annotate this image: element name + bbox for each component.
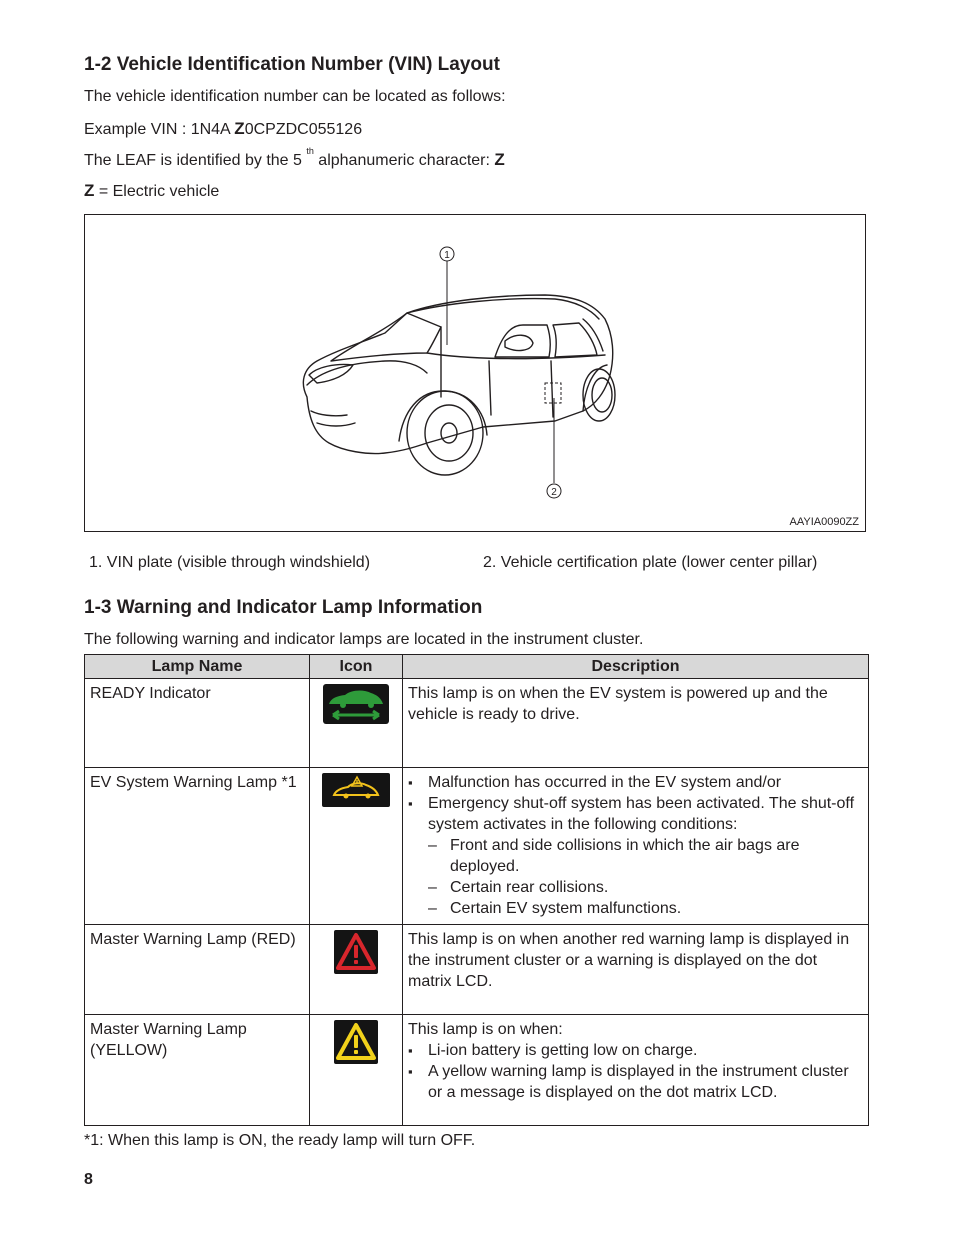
- list-item: – Front and side collisions in which the air bags are deployed.: [428, 835, 863, 877]
- vin-example-suffix: 0CPZDC055126: [244, 121, 363, 138]
- lamp-icon-cell: [310, 768, 403, 925]
- lamp-description: This lamp is on when the EV system is powered up and the vehicle is ready to drive.: [403, 679, 869, 768]
- vin-z-text: = Electric vehicle: [94, 183, 220, 200]
- lamps-intro: The following warning and indicator lamps are located in the instrument cluster.: [84, 631, 644, 648]
- lamp-icon-cell: [310, 679, 403, 768]
- vin-leaf-sup: th: [306, 146, 314, 156]
- vin-leaf-char: Z: [494, 150, 505, 169]
- vin-intro: The vehicle identification number can be located as follows:: [84, 88, 506, 105]
- list-item: ▪ Malfunction has occurred in the EV system and/or: [408, 772, 863, 793]
- list-item: ▪ Li-ion battery is getting low on charge.: [408, 1040, 863, 1061]
- table-header-row: [85, 655, 869, 679]
- lamp-description: This lamp is on when another red warning lamp is displayed in the instrument cluster or a warning is displayed on the dot matrix LCD.: [403, 925, 869, 1015]
- list-item: – Certain EV system malfunctions.: [428, 898, 863, 919]
- vin-location-figure: [84, 214, 866, 532]
- callout-2-label: 2: [551, 487, 557, 498]
- yellow-lamp-lead: This lamp is on when:: [408, 1021, 563, 1038]
- lamp-icon-cell: [310, 925, 403, 1015]
- ev-warning-bullets: [408, 772, 863, 919]
- ev-warning-conditions: [428, 835, 863, 919]
- vin-leaf-text-b: alphanumeric character:: [313, 152, 495, 169]
- list-item: – Certain rear collisions.: [428, 877, 863, 898]
- vin-z-char: Z: [84, 181, 95, 200]
- yellow-warning-triangle-icon: [334, 1020, 378, 1064]
- vin-example-prefix: Example VIN : 1N4A: [84, 121, 235, 138]
- list-item: [408, 793, 863, 919]
- column-header: Icon: [310, 655, 403, 679]
- lamp-name: READY Indicator: [85, 679, 310, 768]
- lamp-icon-cell: [310, 1015, 403, 1126]
- lamp-name: Master Warning Lamp (RED): [85, 925, 310, 1015]
- lamp-name: Master Warning Lamp (YELLOW): [85, 1015, 310, 1126]
- car-illustration: [85, 215, 865, 531]
- list-item-text: Emergency shut-off system has been activated. The shut-off system activates in the following conditions:: [428, 795, 855, 833]
- footnote: *1: When this lamp is ON, the ready lamp will turn OFF.: [84, 1132, 476, 1149]
- column-header: Description: [403, 655, 869, 679]
- lamp-description: [403, 768, 869, 925]
- page-number: 8: [84, 1171, 93, 1188]
- vin-leaf-text-a: The LEAF is identified by the 5: [84, 152, 307, 169]
- table-row: [85, 679, 869, 768]
- vin-z-meaning: [84, 181, 219, 201]
- red-warning-triangle-icon: [334, 930, 378, 974]
- vin-example: [84, 119, 362, 139]
- table-row: [85, 925, 869, 1015]
- vin-section-heading: 1-2 Vehicle Identification Number (VIN) Layout: [84, 54, 500, 75]
- caption-certification-plate: 2. Vehicle certification plate (lower center pillar): [483, 554, 818, 571]
- lamps-section-heading: 1-3 Warning and Indicator Lamp Information: [84, 597, 483, 618]
- ready-car-icon: [323, 684, 389, 724]
- yellow-lamp-bullets: [408, 1040, 863, 1103]
- vin-leaf-identifier: [84, 146, 505, 170]
- lamp-table: [84, 654, 869, 1126]
- lamp-name: EV System Warning Lamp *1: [85, 768, 310, 925]
- column-header: Lamp Name: [85, 655, 310, 679]
- figure-code: AAYIA0090ZZ: [789, 516, 859, 528]
- caption-vin-plate: 1. VIN plate (visible through windshield): [89, 554, 371, 571]
- list-item: ▪ A yellow warning lamp is displayed in the instrument cluster or a message is displayed on the dot matrix LCD.: [408, 1061, 863, 1103]
- table-row: [85, 768, 869, 925]
- lamp-description: [403, 1015, 869, 1126]
- vin-example-char: Z: [234, 119, 245, 138]
- table-row: [85, 1015, 869, 1126]
- callout-1-label: 1: [444, 250, 450, 261]
- ev-system-warning-icon: [322, 773, 390, 807]
